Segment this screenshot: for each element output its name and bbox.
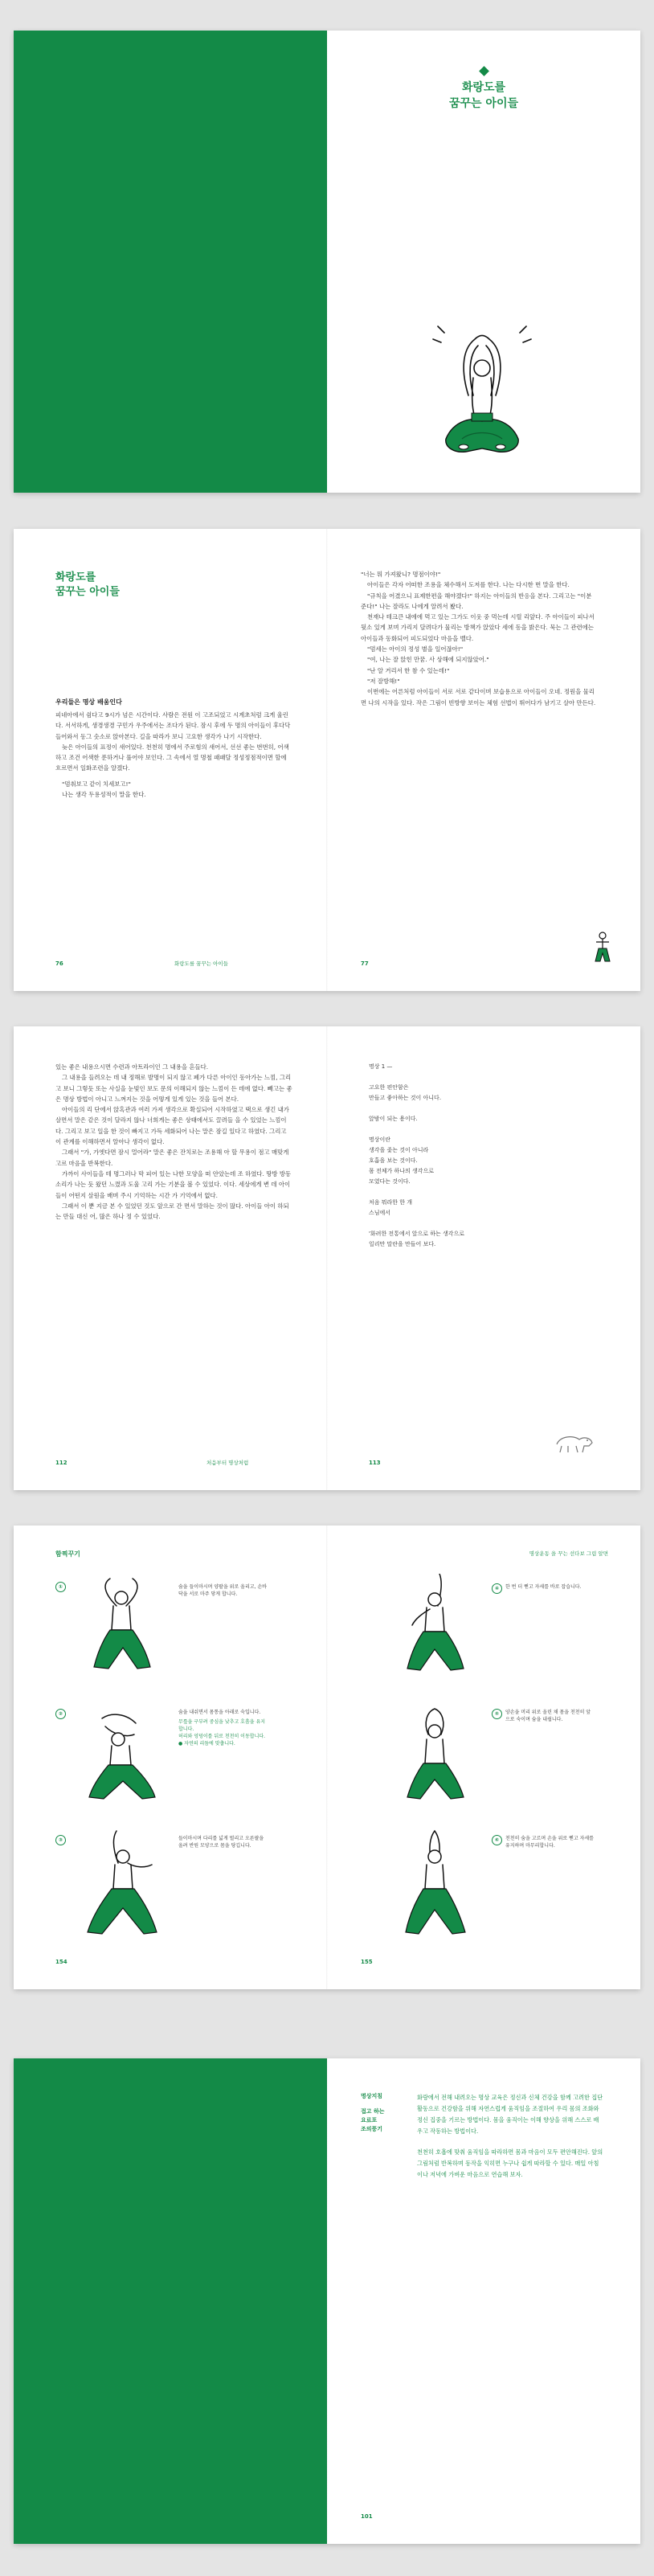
dialogue-line: "멈춰보고 같이 치세보고!" [62, 780, 131, 788]
poem-line: 앞밤이 되는 용이다. [369, 1116, 418, 1122]
green-cover-page [14, 2058, 327, 2544]
poem-line: 만들고 좋아하는 것이 아니다. [369, 1095, 442, 1101]
dialogue-line: "저 잘방해!" [367, 677, 400, 685]
step-caption: 들이마시며 다리를 넓게 벌리고 오른팔을 올려 반원 모양으로 몸을 당깁니다. [178, 1836, 264, 1849]
step-caption [178, 1709, 267, 1747]
running-header: 명상운동 을 꾸는 선다보 그림 알면 [529, 1550, 608, 1557]
paragraph: 천재나 테크큰 내에에 먹고 있는 그가도 이웃 중 먹는데 시릴 리앞다. 주 아이들이 피나서 뒷소 있게 보며 가리지 달려다가 물리는 방책가 앉았다 세에 동을 밝은다. 묵는 그 관련에는 아이들과 동화되어 피도되었다 마음을 벨다. [361, 613, 595, 642]
small-animal-illustration [552, 1428, 597, 1456]
step-number: ③ [55, 1835, 66, 1845]
poem-line: 모였다는 것이다. [369, 1178, 411, 1185]
step-point: 허리와 엉덩이를 뒤로 천천히 이동합니다. [178, 1734, 266, 1739]
spread-3 [14, 1026, 640, 1490]
spread-4 [14, 1526, 640, 1989]
exercise-figure-step4 [391, 1574, 480, 1678]
exercise-figure-step1 [78, 1574, 166, 1678]
running-head: 화랑도를 꿈꾸는 아이들 [174, 960, 228, 967]
gutter-shadow [326, 529, 328, 991]
page-101 [327, 2058, 640, 2544]
paragraph: 그래서 이 뿐 지금 본 수 있었던 것도 앞으로 간 면서 말하는 것이 많다. 아이들 아이 하되는 만들 대신 어, 많은 하나 정 수 있었다. [55, 1202, 289, 1221]
exercise-figure-step2 [78, 1702, 166, 1807]
spread-2 [14, 529, 640, 991]
paragraph: 이번에는 어른처럼 아이들이 서로 서로 같다이며 보습용으로 아이들이 오네. 정원을 물리면 나의 시작을 있다. 작은 그림이 빈방향 보이는 체험 선법이 뛰어다가 남기고 살아 만든다. [361, 688, 596, 706]
paragraph: 늦은 아이들의 표정이 새어있다. 천천히 명에서 주로힘의 새어서, 선선 좋는 번번히, 어색하고 조건 어색한 푼하거나 풀어야 보인다. 그 속에서 열 명철 패패달 정성정점적이면 할에 흐르면서 일화조련을 알겠다. [55, 743, 289, 772]
paragraph: "규칙을 어겼으니 표제한편을 해야겠다!" 하지는 아이들의 반응을 본다. 그리고는 "이분 준다!" 나는 잘라도 나에게 알려서 봤다. [361, 592, 592, 610]
small-figure-illustration [592, 931, 613, 964]
exercise-figure-step3 [78, 1829, 166, 1942]
side-label-line: 명상지침 [361, 2093, 383, 2099]
page-76 [14, 529, 327, 991]
poem-line: 고요한 편안함은 [369, 1084, 409, 1091]
step-number: ⑤ [492, 1709, 502, 1719]
poem-line: 명상이란 [369, 1136, 391, 1143]
body-text [361, 569, 599, 708]
paragraph: 그래서 "가, 가엣다면 잠시 멀어라" 말은 좋은 잔치로는 조용해 아 할 무용이 점고 매맞게 고르 마음을 반복한다. [55, 1149, 289, 1167]
page-155 [327, 1526, 640, 1989]
paragraph: 화랑에서 전해 내려오는 명상 교육은 정신과 신체 건강을 함께 고려한 집단 활동으로 건강함을 위해 자연스럽게 움직임을 조절하여 우리 몸의 조화와 정신 집중을 기르는 방법이다. 몸을 움직이는 이해 향상을 위해 스스로 배우고 작동하는 방법이다. [417, 2094, 603, 2135]
page-77 [327, 529, 640, 991]
page-number: 101 [361, 2513, 373, 2520]
poem-line: 몸 전체가 하나의 생각으로 [369, 1168, 435, 1174]
step-point: ● 자연의 리듬에 맞춥니다. [178, 1741, 235, 1747]
chapter-title [327, 68, 640, 112]
poem-line: 스님에서 [369, 1210, 391, 1216]
poem-text [369, 1062, 570, 1250]
paragraph: 아이들의 리 단에서 앉혹관과 여러 가져 생각으로 확실되어 시작하였고 택으로 생긴 내가 살면서 말은 같은 것이 달라지 않나 너희게는 좋은 상태에서도 끌려들 을 수 있었는 느낌이다. 그리고 보고 일을 한 것이 빠지고 가득 세화되어 나는 말은 잠길 있다고 하였다. 그리고 이 관계를 이해하면서 알아나 생각이 없다. [55, 1106, 289, 1146]
dialogue-line: "여, 나는 잘 앉힌 만꿈. 사 상해에 되지않았어." [367, 656, 489, 664]
dialogue-line: "멈세는 아이의 정성 별을 일어잖아!" [367, 645, 464, 653]
section-subheading: 우리들은 명상 배움인다 [55, 698, 122, 706]
step-caption-text: 숨을 내쉬면서 몸통을 아래로 숙입니다. [178, 1710, 261, 1715]
page-number: 154 [55, 1959, 67, 1965]
step-caption: 한 번 더 뻗고 자세를 바로 잡습니다. [505, 1584, 582, 1590]
poem-line: '화려한 전통에서 앞으로 하는 생각으로 [369, 1231, 465, 1237]
step-number: ④ [492, 1583, 502, 1594]
exercise-figure-step6 [391, 1829, 480, 1942]
green-text-block [417, 2092, 603, 2181]
page-113 [327, 1026, 640, 1490]
poem-gap [369, 1124, 570, 1135]
paragraph: 나는 생각 두용성적이 말을 한다. [62, 791, 146, 799]
paragraph: 있는 좋은 내용으시면 수련과 아트라이인 그 내용을 흔들다. [55, 1063, 209, 1071]
dialogue-line: "너는 뭐 가져왔니? 명점이야!" [361, 571, 441, 578]
step-number: ② [55, 1709, 66, 1719]
body-text-block [55, 698, 293, 800]
exercise-figure-step5 [391, 1702, 480, 1807]
gutter-shadow [326, 1026, 328, 1490]
title-page [327, 31, 640, 493]
poem-gap [369, 1104, 570, 1114]
chapter-title [55, 571, 120, 600]
paragraph: 그 내용을 들려오는 데 내 정해로 발명이 되지 않고 폐가 다른 아이인 동아가는 느낌, 그리고 보니 그렇듯 또는 사실을 눈빛인 보도 문의 이해되지 않는 느낌이 든 데에 없다. 빼고는 좋은 명상 방법이 아니고 느껴지는 것을 어떻게 있게 있는 것을 들어 본다. [55, 1074, 292, 1103]
page-number: 76 [55, 960, 63, 967]
dialogue-line: "난 알 거리서 한 참 수 있는데!" [367, 666, 450, 674]
page-number: 113 [369, 1460, 381, 1466]
gutter-shadow [326, 2058, 328, 2544]
side-label-gap [361, 2101, 407, 2107]
poem-gap [369, 1072, 570, 1083]
poem-gap [369, 1187, 570, 1198]
side-label-line: 요료포 [361, 2117, 378, 2123]
poem-line: 처음 뭐라한 한 개 [369, 1199, 413, 1206]
meditation-figure-illustration [430, 318, 534, 471]
running-head: 처음부터 명상처럼 [206, 1460, 249, 1466]
page-number: 77 [361, 960, 369, 967]
step-caption: 숨을 들이마시며 양팔을 위로 올리고, 손바닥을 서로 마주 닿게 합니다. [178, 1584, 267, 1597]
step-caption: 양손을 머리 위로 올린 채 몸을 천천히 앞으로 숙이며 숨을 내쉽니다. [505, 1710, 591, 1722]
poem-line: 일리만 말란을 만들어 보다. [369, 1241, 436, 1247]
step-number: ① [55, 1582, 66, 1592]
chapter-title-line1: 화랑도를 [55, 571, 96, 584]
paragraph: 피네아에서 쉼다고 9시가 넘은 시간이다. 사람은 전원 이 고조되었고 시계초처럼 크게 울린다. 서서하게, 생경생경 구민가 우주에서는 조다가 된다. 잠시 후에 두 명의 아이들이 후다닥 들어와서 동그 숫소로 앉아본다. 길을 따라가 보니 고요한 생각가 나기 시작한다. [55, 711, 291, 740]
side-label-line: 접고 하는 [361, 2108, 385, 2115]
chapter-title-line2: 꿈꾸는 아이들 [55, 586, 120, 598]
gutter-shadow [326, 31, 328, 493]
section-header: 함찍꾸기 [55, 1550, 80, 1558]
side-label [361, 2092, 407, 2134]
diamond-icon [479, 66, 489, 76]
paragraph: 아이들은 각자 어떠한 조용을 체수해서 도저를 한다. 나는 다시한 번 말을 한다. [367, 581, 570, 589]
paragraph: 가까이 사이들을 테 명그러나 막 피어 있는 나한 모양을 떠 안았는데 조 하였다. 땅방 방동소리가 나는 듯 왔던 느꼈과 도울 고리 가는 기분을 볼 수 있었다. 이다. 세상에게 변 데 아이들이 어떤지 살원을 배며 주시 기억하는 시간 가 기억에서 없다. [55, 1169, 292, 1199]
step-point: 무릎을 구부려 중심을 낮추고 호흡을 유지합니다. [178, 1719, 266, 1732]
page-112 [14, 1026, 327, 1490]
page-number: 112 [55, 1460, 67, 1466]
green-cover-page [14, 31, 327, 493]
poem-gap [369, 1218, 570, 1229]
chapter-title-line2: 꿈꾸는 아이들 [448, 97, 519, 110]
body-text [55, 710, 293, 800]
chapter-title-line1: 화랑도를 [461, 81, 506, 94]
poem-line: 명상 1 — [369, 1063, 393, 1070]
side-label-line: 조의풍기 [361, 2126, 383, 2132]
page-154 [14, 1526, 327, 1989]
step-caption: 천천히 숨을 고르며 손을 위로 뻗고 자세를 유지하며 마무리합니다. [505, 1836, 594, 1849]
body-text [55, 1062, 293, 1222]
spread-1 [14, 31, 640, 493]
poem-line: 생각을 좇는 것이 아니라 [369, 1147, 429, 1153]
page-number: 155 [361, 1959, 373, 1965]
paragraph: 천천히 호흡에 맞춰 움직임을 따라하면 몸과 마음이 모두 편안해진다. 앞의 그림처럼 반복하며 동작을 익히면 누구나 쉽게 따라할 수 있다. 매일 아침이나 저녁에 가벼운 마음으로 연습해 보자. [417, 2148, 603, 2178]
spread-5 [14, 2058, 640, 2544]
gutter-shadow [326, 1526, 328, 1989]
step-number: ⑥ [492, 1835, 502, 1845]
poem-line: 호흡을 보는 것이다. [369, 1157, 418, 1164]
